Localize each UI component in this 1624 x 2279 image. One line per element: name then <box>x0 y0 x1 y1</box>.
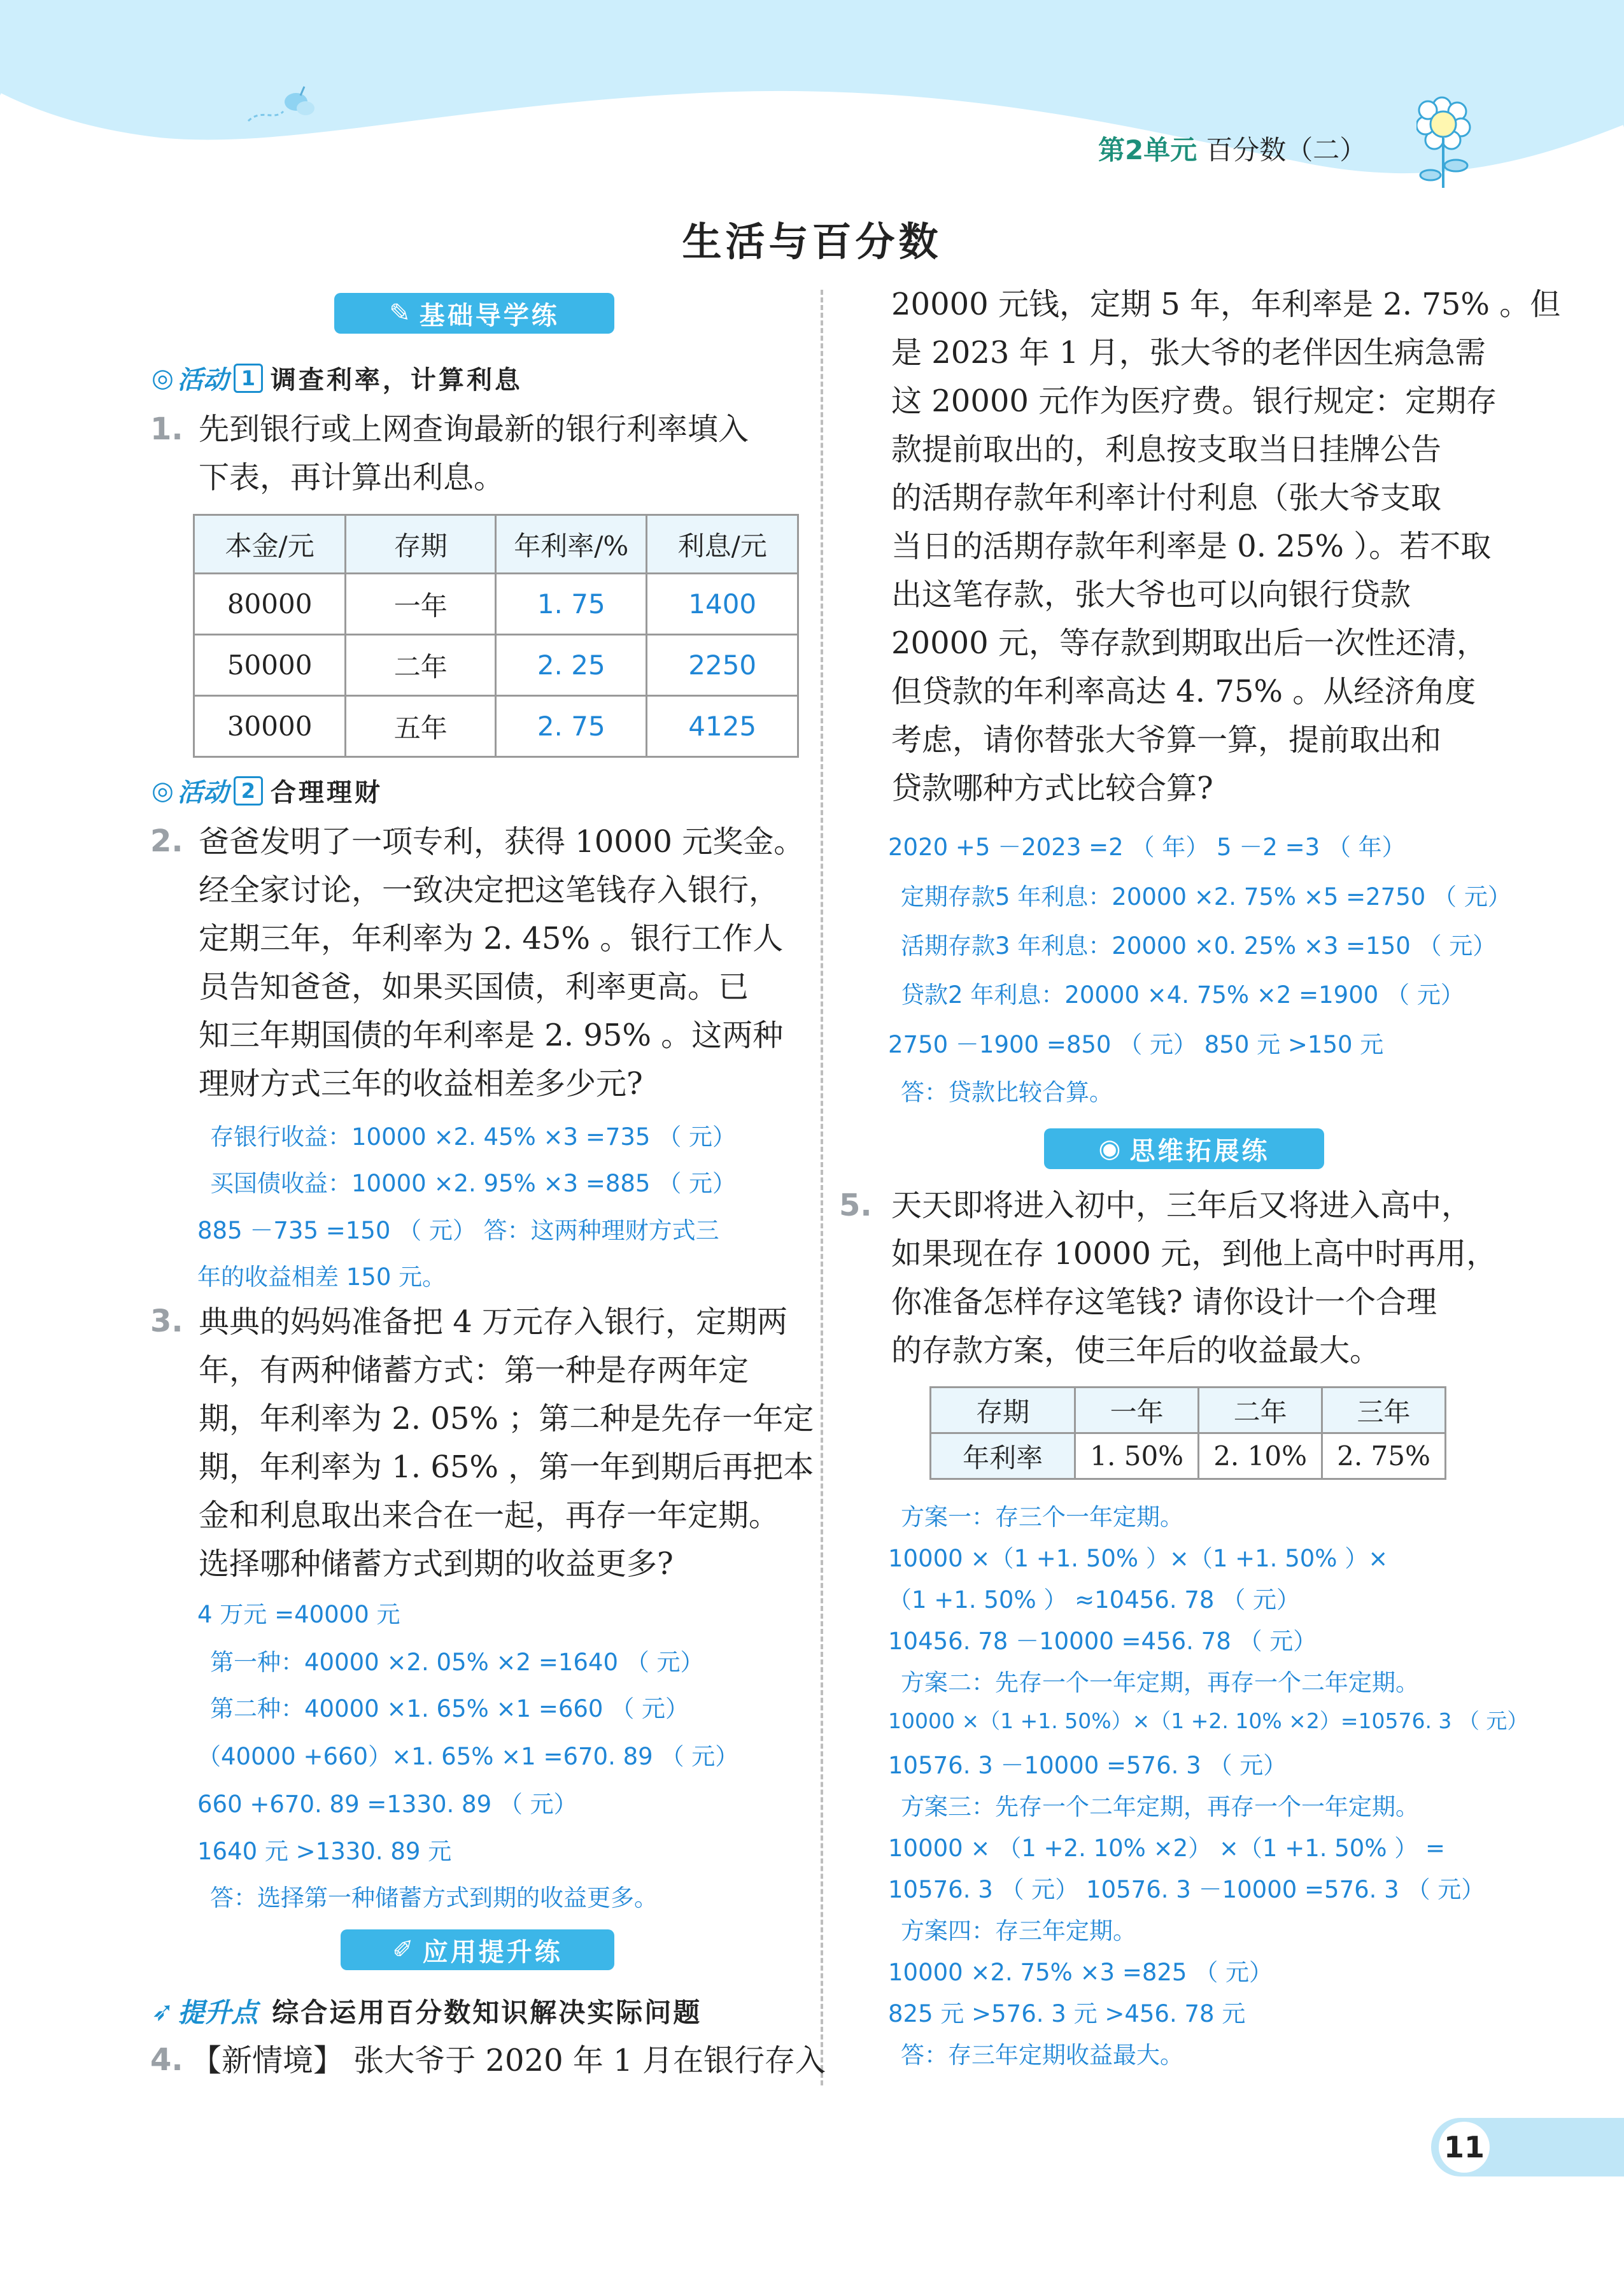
q4-line: 20000 元钱，定期 5 年，年利率是 2. 75% 。但 <box>891 287 1561 322</box>
table-cell: 二年 <box>346 635 496 696</box>
flower-icon <box>1416 92 1499 194</box>
table-cell: 2. 10% <box>1199 1433 1322 1479</box>
table-header: 存期 <box>346 515 496 574</box>
table-header: 三年 <box>1322 1388 1446 1433</box>
q4-line: 【新情境】 张大爷于 2020 年 1 月在银行存入 <box>191 2043 826 2078</box>
table-cell: 2. 75% <box>1322 1433 1446 1479</box>
q5-answer: 方案二：先存一个一年定期，再存一个二年定期。 <box>901 1669 1419 1696</box>
table-cell-answer: 2. 75 <box>496 696 647 757</box>
q4-line: 是 2023 年 1 月，张大爷的老伴因生病急需 <box>891 335 1486 371</box>
q3-line: 选择哪种储蓄方式到期的收益更多? <box>199 1546 674 1582</box>
q5-answer: 10000 × （1 +2. 10% ×2） ×（1 +1. 50% ） = <box>888 1835 1446 1862</box>
table-cell-answer: 2250 <box>647 635 798 696</box>
rocket-icon: ➶ <box>152 1995 174 2027</box>
q5-answer: 方案三：先存一个二年定期，再存一个一年定期。 <box>901 1793 1419 1821</box>
q5-line: 的存款方案，使三年后的收益最大。 <box>891 1333 1381 1368</box>
banner-basic: ✎ 基础导学练 <box>334 293 614 334</box>
q5-line: 如果现在存 10000 元，到他上高中时再用， <box>891 1236 1497 1272</box>
ruler-icon: ✐ <box>392 1935 416 1964</box>
question-3-number: 3. <box>150 1303 183 1339</box>
q2-line: 经全家讨论，一致决定把这笔钱存入银行， <box>199 872 780 908</box>
banner-apply: ✐ 应用提升练 <box>341 1929 614 1970</box>
q5-answer: 答：存三年定期收益最大。 <box>901 2041 1183 2069</box>
q5-answer: （1 +1. 50% ） ≈10456. 78 （ 元） <box>888 1586 1300 1614</box>
globe-icon: ◉ <box>1098 1134 1124 1163</box>
q2-line: 定期三年，年利率为 2. 45% 。银行工作人 <box>199 921 784 956</box>
compass-icon: ✎ <box>389 299 413 328</box>
q4-line: 20000 元，等存款到期取出后一次性还清， <box>891 625 1487 661</box>
q3-line: 年，有两种储蓄方式：第一种是存两年定 <box>199 1352 749 1388</box>
q4-line: 但贷款的年利率高达 4. 75% 。从经济角度 <box>891 674 1476 709</box>
table-cell: 年利率 <box>931 1433 1075 1479</box>
table-header: 年利率/% <box>496 515 647 574</box>
table-cell: 一年 <box>346 574 496 635</box>
q2-answer: 存银行收益：10000 ×2. 45% ×3 =735 （ 元） <box>210 1123 736 1151</box>
question-2-number: 2. <box>150 823 183 859</box>
table-cell: 50000 <box>194 635 346 696</box>
q5-line: 天天即将进入初中，三年后又将进入高中， <box>891 1188 1472 1223</box>
q3-line: 典典的妈妈准备把 4 万元存入银行，定期两 <box>199 1304 788 1340</box>
q4-answer: 定期存款5 年利息：20000 ×2. 75% ×5 =2750 （ 元） <box>901 883 1511 911</box>
q4-line: 款提前取出的，利息按支取当日挂牌公告 <box>891 432 1442 467</box>
q5-answer: 10576. 3 （ 元） 10576. 3 －10000 =576. 3 （ 元） <box>888 1876 1485 1903</box>
q2-answer: 885 －735 =150 （ 元） 答：这两种理财方式三 <box>197 1217 719 1244</box>
table-cell: 五年 <box>346 696 496 757</box>
q5-answer: 方案四：存三年定期。 <box>901 1917 1136 1945</box>
q4-answer: 答：贷款比较合算。 <box>901 1079 1113 1106</box>
butterfly-icon <box>242 83 325 134</box>
table-cell: 30000 <box>194 696 346 757</box>
q4-line: 出这笔存款，张大爷也可以向银行贷款 <box>891 577 1411 613</box>
q3-answer: 第二种：40000 ×1. 65% ×1 =660 （ 元） <box>210 1695 689 1722</box>
page-title: 生活与百分数 <box>682 218 942 265</box>
q5-answer: 10456. 78 －10000 =456. 78 （ 元） <box>888 1628 1317 1655</box>
q4-line: 考虑，请你替张大爷算一算，提前取出和 <box>891 722 1442 758</box>
unit-label <box>1098 129 1366 167</box>
q5-answer: 10000 ×（1 +1. 50%）×（1 +2. 10% ×2）=10576. 3 （ 元） <box>888 1708 1529 1733</box>
table-header: 二年 <box>1199 1388 1322 1433</box>
q2-line: 员告知爸爸，如果买国债，利率更高。已 <box>199 969 749 1005</box>
q5-answer: 10000 ×2. 75% ×3 =825 （ 元） <box>888 1959 1273 1986</box>
q5-answer: 方案一：存三个一年定期。 <box>901 1503 1183 1531</box>
q4-line: 的活期存款年利率计付利息（张大爷支取 <box>891 480 1442 516</box>
q3-answer: 660 +670. 89 =1330. 89 （ 元） <box>197 1791 577 1818</box>
q3-line: 期，年利率为 2. 05% ；第二种是先存一年定 <box>199 1401 814 1437</box>
q5-answer: 825 元 >576. 3 元 >456. 78 元 <box>888 2000 1246 2027</box>
q2-line: 知三年期国债的年利率是 2. 95% 。这两种 <box>199 1018 784 1053</box>
q5-answer: 10576. 3 －10000 =576. 3 （ 元） <box>888 1752 1287 1779</box>
question-1-number: 1. <box>150 411 183 447</box>
q2-answer: 年的收益相差 150 元。 <box>197 1263 446 1291</box>
page-number-tab <box>1431 2118 1624 2176</box>
table-header: 本金/元 <box>194 515 346 574</box>
q5-line: 你准备怎样存这笔钱? 请你设计一个合理 <box>891 1284 1437 1320</box>
table-cell-answer: 4125 <box>647 696 798 757</box>
target-icon: ◎ <box>152 363 174 393</box>
table-header: 存期 <box>931 1388 1075 1433</box>
unit-subtitle: 百分数（二） <box>1206 134 1367 166</box>
q4-line: 这 20000 元作为医疗费。银行规定：定期存 <box>891 383 1497 419</box>
q3-answer: 1640 元 >1330. 89 元 <box>197 1838 452 1865</box>
q5-answer: 10000 ×（1 +1. 50% ）×（1 +1. 50% ）× <box>888 1545 1388 1572</box>
q4-line: 贷款哪种方式比较合算? <box>891 770 1213 806</box>
page-number: 11 <box>1439 2122 1490 2173</box>
target-icon: ◎ <box>152 776 174 806</box>
table-cell-answer: 1. 75 <box>496 574 647 635</box>
q3-answer: （40000 +660）×1. 65% ×1 =670. 89 （ 元） <box>197 1743 739 1770</box>
question-4-number: 4. <box>150 2042 183 2078</box>
table-cell-answer: 2. 25 <box>496 635 647 696</box>
q2-line: 爸爸发明了一项专利，获得 10000 元奖金。 <box>199 824 805 860</box>
table-header: 利息/元 <box>647 515 798 574</box>
q3-line: 期，年利率为 1. 65% ，第一年到期后再把本 <box>199 1449 814 1485</box>
table-cell: 80000 <box>194 574 346 635</box>
q5-table <box>929 1386 1446 1480</box>
column-divider <box>821 290 823 2085</box>
table-header: 一年 <box>1075 1388 1199 1433</box>
improvement-point: ➶ 提升点 综合运用百分数知识解决实际问题 <box>152 1995 702 2028</box>
q4-answer: 2020 +5 －2023 =2 （ 年） 5 －2 =3 （ 年） <box>888 834 1406 861</box>
activity-2-heading: ◎ 活动 2 合理理财 <box>152 776 383 807</box>
q4-answer: 2750 －1900 =850 （ 元） 850 元 >150 元 <box>888 1031 1384 1058</box>
question-5-number: 5. <box>839 1188 872 1223</box>
banner-think: ◉ 思维拓展练 <box>1044 1128 1324 1169</box>
q4-answer: 贷款2 年利息：20000 ×4. 75% ×2 =1900 （ 元） <box>901 981 1464 1009</box>
table-cell: 1. 50% <box>1075 1433 1199 1479</box>
q4-line: 当日的活期存款年利率是 0. 25% ）。若不取 <box>891 529 1492 564</box>
q1-table <box>193 514 799 758</box>
table-cell-answer: 1400 <box>647 574 798 635</box>
q3-answer: 第一种：40000 ×2. 05% ×2 =1640 （ 元） <box>210 1649 704 1676</box>
unit-number: 第2单元 <box>1098 134 1197 166</box>
q1-line: 先到银行或上网查询最新的银行利率填入 <box>199 411 749 447</box>
q3-line: 金和利息取出来合在一起，再存一年定期。 <box>199 1498 780 1533</box>
q4-answer: 活期存款3 年利息：20000 ×0. 25% ×3 =150 （ 元） <box>901 932 1497 960</box>
q2-answer: 买国债收益：10000 ×2. 95% ×3 =885 （ 元） <box>210 1170 736 1197</box>
q1-line: 下表，再计算出利息。 <box>199 460 505 495</box>
q2-line: 理财方式三年的收益相差多少元? <box>199 1066 643 1102</box>
q3-answer: 答：选择第一种储蓄方式到期的收益更多。 <box>210 1884 658 1912</box>
q3-answer: 4 万元 =40000 元 <box>197 1601 400 1628</box>
activity-1-heading: ◎ 活动 1 调查利率，计算利息 <box>152 363 523 395</box>
